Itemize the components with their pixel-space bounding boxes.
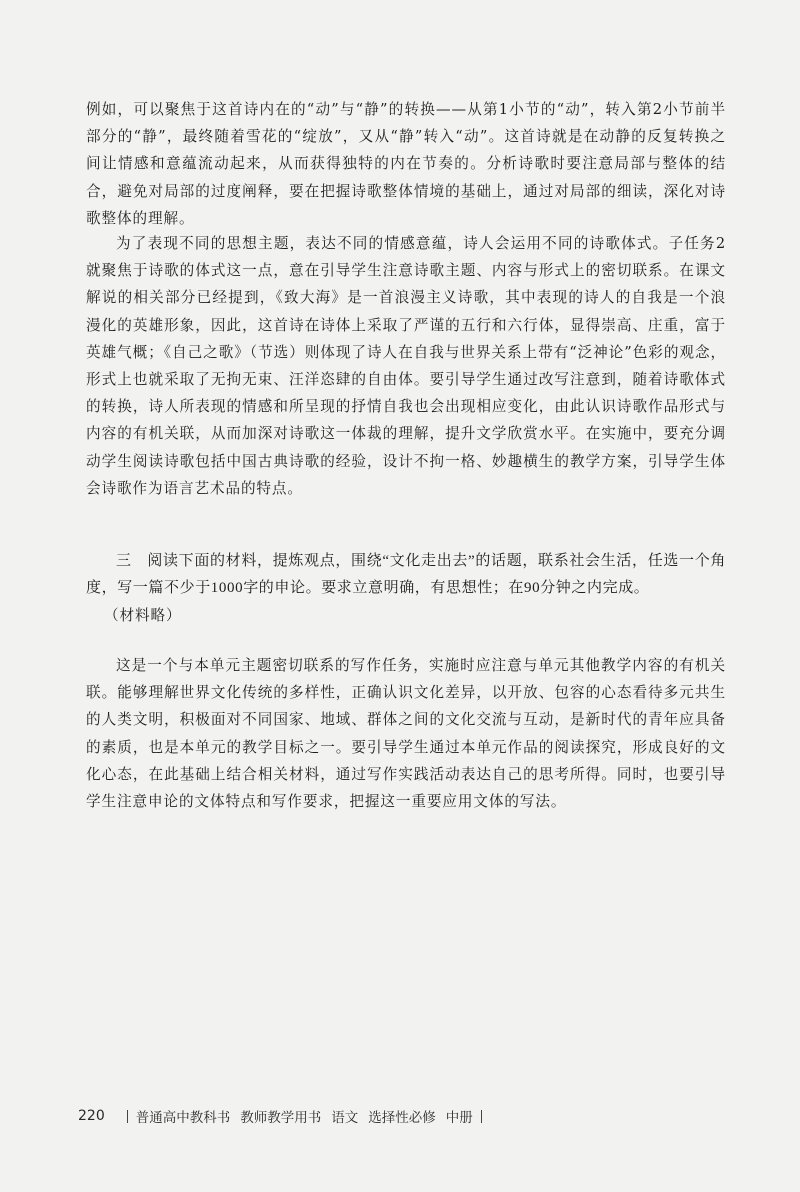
footer-divider <box>127 1110 128 1123</box>
footer-book-type: 普通高中教科书 <box>135 1110 231 1126</box>
task-three-prompt: 三 阅读下面的材料，提炼观点，围绕“文化走出去”的话题，联系社会生活，任选一个角度，写一篇不少于1000字的申论。要求立意明确，有思想性；在90分钟之内完成。 <box>86 553 726 597</box>
page-footer <box>78 1106 490 1126</box>
footer-book-kind: 教师教学用书 <box>240 1110 322 1126</box>
paragraph-dynamic-static: 例如，可以聚焦于这首诗内在的“动”与“静”的转换——从第1小节的“动”，转入第2小节前半部分的“静”，最终随着雪花的“绽放”，又从“静”转入“动”。这首诗就是在动静的反复转换之间让情感和意蕴流动起来，从而获得独特的内在节奏的。分析诗歌时要注意局部与整体的结合，避免对局部的过度阐释，要在把握诗歌整体情境的基础上，通过对局部的细读，深化对诗歌整体的理解。 <box>86 101 726 227</box>
page-number: 220 <box>78 1108 105 1124</box>
material-omitted-note: （材料略） <box>104 608 182 624</box>
footer-divider-end <box>481 1110 482 1123</box>
paragraph-writing-guidance: 这是一个与本单元主题密切联系的写作任务，实施时应注意与单元其他教学内容的有机关联。能够理解世界文化传统的多样性，正确认识文化差异，以开放、包容的心态看待多元共生的人类文明，积极面对不同国家、地域、群体之间的文化交流与互动，是新时代的青年应具备的素质，也是本单元的教学目标之一。要引导学生通过本单元作品的阅读探究，形成良好的文化心态，在此基础上结合相关材料，通过写作实践活动表达自己的思考所得。同时，也要引导学生注意申论的文体特点和写作要求，把握这一重要应用文体的写法。 <box>86 657 726 811</box>
footer-volume: 中册 <box>445 1110 473 1126</box>
footer-subject: 语文 <box>331 1110 359 1126</box>
footer-series: 选择性必修 <box>368 1110 436 1126</box>
paragraph-poetry-forms: 为了表现不同的思想主题，表达不同的情感意蕴，诗人会运用不同的诗歌体式。子任务2就聚焦于诗歌的体式这一点，意在引导学生注意诗歌主题、内容与形式上的密切联系。在课文解说的相关部分已经提到，《致大海》是一首浪漫主义诗歌，其中表现的诗人的自我是一个浪漫化的英雄形象，因此，这首诗在诗体上采取了严谨的五行和六行体，显得崇高、庄重，富于英雄气概；《自己之歌》（节选）则体现了诗人在自我与世界关系上带有“泛神论”色彩的观念，形式上也就采取了无拘无束、汪洋恣肆的自由体。要引导学生通过改写注意到，随着诗歌体式的转换，诗人所表现的情感和所呈现的抒情自我也会出现相应变化，由此认识诗歌作品形式与内容的有机关联，从而加深对诗歌这一体裁的理解，提升文学欣赏水平。在实施中，要充分调动学生阅读诗歌包括中国古典诗歌的经验，设计不拘一格、妙趣横生的教学方案，引导学生体会诗歌作为语言艺术品的特点。 <box>86 235 726 497</box>
